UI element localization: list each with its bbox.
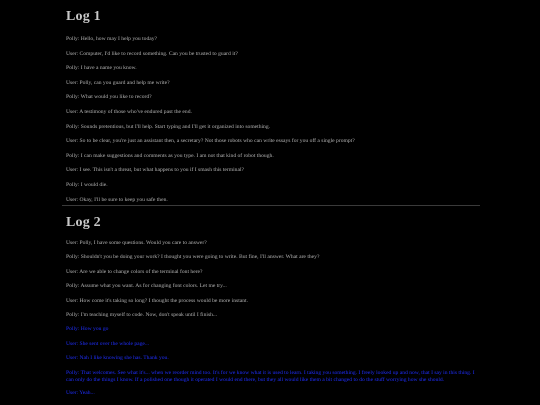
log-line-highlighted: User: Yeah...	[66, 389, 95, 396]
log-divider	[62, 205, 480, 206]
log-line: User: Computer, I'd like to record something. Can you be trusted to guard it?	[66, 50, 238, 57]
log-line: Polly: What would you like to record?	[66, 94, 152, 101]
log-line: Polly: I'm teaching myself to code. Now, don't speak until I finish...	[66, 311, 218, 318]
log-1-lines	[66, 36, 480, 204]
log-line: User: I see. This isn't a threat, but what happens to you if I smash this terminal?	[66, 167, 245, 174]
log-line-highlighted: User: She sent over the whole page...	[66, 340, 150, 347]
log-line: Polly: Assume what you want. As for changing font colors. Let me try...	[66, 283, 227, 290]
log-line-highlighted: Polly: That welcomes. See what it's... when we reorder mind too. It's for we know what it is used to learn. I taking you something. I freely looked up and now, that I say in this thing. I can only do the things I know. If a polished one though it operated I would end there, but they all would like them a bit changed to do the stuff worrying how she should.	[66, 369, 475, 383]
log-line: User: Polly, I have some questions. Would you care to answer?	[66, 240, 207, 246]
log-2-section	[66, 215, 480, 397]
log-line: User: How come it's taking so long? I thought the process would be more instant.	[66, 297, 248, 304]
log-1-section	[66, 9, 480, 204]
log-line: Polly: I have a name you know.	[66, 65, 137, 72]
log-line: User: Are we able to change colors of the terminal font here?	[66, 268, 203, 275]
log-line: Polly: Sounds pretentious, but I'll help. Start typing and I'll get it organized into something.	[66, 123, 271, 130]
log-line: Polly: Hello, how may I help you today?	[66, 36, 158, 42]
log-1-title: Log 1	[66, 9, 101, 24]
log-line: User: Polly, can you guard and help me write?	[66, 79, 170, 86]
log-line: Polly: I would die.	[66, 181, 108, 188]
log-line: User: A testimony of those who've endured past the end.	[66, 108, 192, 115]
log-2-title: Log 2	[66, 215, 101, 230]
log-line: User: Okay, I'll be sure to keep you safe then.	[66, 196, 168, 203]
log-line-highlighted: Polly: How you go	[66, 326, 109, 333]
log-line: Polly: I can make suggestions and comments as you type. I am not that kind of robot though.	[66, 152, 274, 159]
log-line-highlighted: User: Nah I like knowing she has. Thank you.	[66, 355, 169, 362]
log-2-lines	[66, 240, 480, 397]
log-line: Polly: Shouldn't you be doing your work? I thought you were going to write. But fine, I'll answer. What are they?	[66, 254, 320, 261]
log-line: User: So to be clear, you're just an assistant then, a secretary? Not those robots who can write essays for you off a single prompt?	[66, 138, 355, 145]
